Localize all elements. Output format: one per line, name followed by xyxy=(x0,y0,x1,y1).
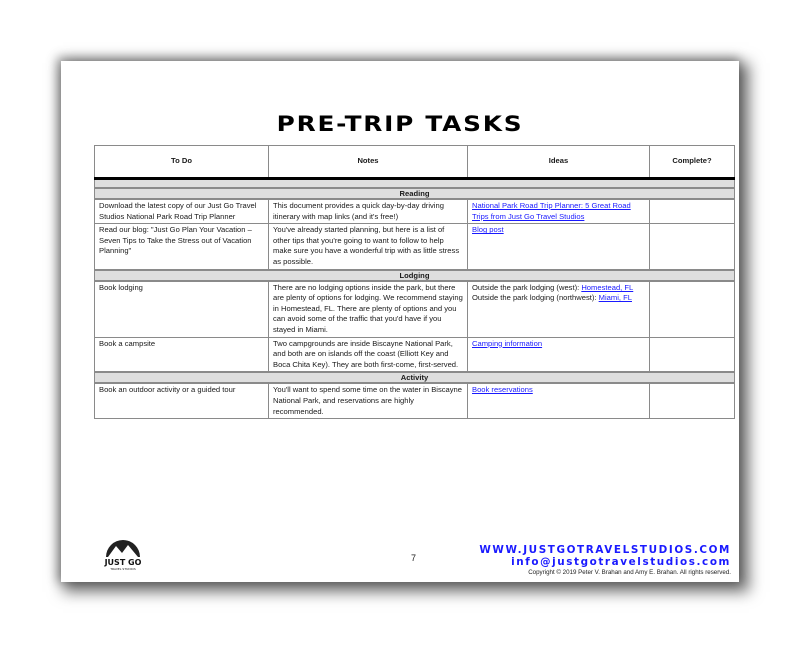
todo-cell: Book an outdoor activity or a guided tour xyxy=(95,383,269,418)
notes-cell: Two campgrounds are inside Biscayne National Park, and both are on islands off the coast (Elliott Key and Boca Chita Key). They are both first-come, first-served. xyxy=(269,337,468,372)
ideas-cell xyxy=(468,337,650,372)
pre-trip-tasks-table xyxy=(94,145,735,419)
table-row xyxy=(95,281,735,337)
blog-post-link[interactable]: Blog post xyxy=(472,225,504,235)
ideas-line xyxy=(472,293,645,304)
footer-contact xyxy=(479,544,731,577)
complete-cell[interactable] xyxy=(650,281,735,337)
header-notes: Notes xyxy=(269,146,468,179)
ideas-line xyxy=(472,283,645,294)
complete-cell[interactable] xyxy=(650,199,735,224)
copyright-text: Copyright © 2019 Peter V. Brahan and Amy E. Brahan. All rights reserved. xyxy=(528,569,731,576)
section-row-lodging xyxy=(95,270,735,281)
document-page xyxy=(61,61,739,582)
book-reservations-link[interactable]: Book reservations xyxy=(472,385,533,395)
notes-cell: You've already started planning, but here is a list of other tips that you're going to want to follow to help make sure you have a wonderful trip with as little stress as possible. xyxy=(269,224,468,270)
miami-link[interactable]: Miami, FL xyxy=(598,293,632,303)
ideas-cell xyxy=(468,224,650,270)
ideas-cell xyxy=(468,199,650,224)
table-row xyxy=(95,199,735,224)
ideas-cell xyxy=(468,281,650,337)
complete-cell[interactable] xyxy=(650,337,735,372)
notes-cell: You'll want to spend some time on the water in Biscayne National Park, and reservations are highly recommended. xyxy=(269,383,468,418)
spacer-row xyxy=(95,179,735,189)
ideas-line-prefix: Outside the park lodging (northwest): xyxy=(472,293,599,303)
website-link[interactable]: WWW.JUSTGOTRAVELSTUDIOS.COM xyxy=(479,544,731,556)
todo-cell: Book a campsite xyxy=(95,337,269,372)
page-title: PRE-TRIP TASKS xyxy=(276,112,524,136)
notes-cell: There are no lodging options inside the park, but there are plenty of options for lodging. We recommend staying in Homestead, FL. There are plenty of options and you can avoid some of the traffic that you'd have if you stayed in Miami. xyxy=(269,281,468,337)
table-row xyxy=(95,337,735,372)
table-row xyxy=(95,383,735,418)
page-number: 7 xyxy=(411,553,417,563)
section-label: Reading xyxy=(95,188,735,199)
just-go-logo xyxy=(98,537,148,571)
section-row-reading xyxy=(95,188,735,199)
notes-cell: This document provides a quick day-by-day driving itinerary with map links (and it's free!) xyxy=(269,199,468,224)
complete-cell[interactable] xyxy=(650,383,735,418)
camping-information-link[interactable]: Camping information xyxy=(472,338,543,348)
logo-subtext: TRAVEL STUDIOS xyxy=(110,567,136,571)
header-to-do: To Do xyxy=(95,146,269,179)
todo-cell: Book lodging xyxy=(95,281,269,337)
todo-cell: Download the latest copy of our Just Go Travel Studios National Park Road Trip Planner xyxy=(95,199,269,224)
ideas-line-prefix: Outside the park lodging (west): xyxy=(472,282,582,292)
email-link[interactable]: info@justgotravelstudios.com xyxy=(511,556,731,568)
table-header-row xyxy=(95,146,735,179)
road-trip-planner-link[interactable]: National Park Road Trip Planner: 5 Great Road Trips from Just Go Travel Studios xyxy=(472,201,631,221)
header-complete: Complete? xyxy=(650,146,735,179)
table-row xyxy=(95,224,735,270)
complete-cell[interactable] xyxy=(650,224,735,270)
header-ideas: Ideas xyxy=(468,146,650,179)
section-label: Activity xyxy=(95,372,735,383)
logo-text: JUST GO xyxy=(104,558,142,567)
section-label: Lodging xyxy=(95,270,735,281)
todo-cell: Read our blog: "Just Go Plan Your Vacation – Seven Tips to Take the Stress out of Vacation Planning" xyxy=(95,224,269,270)
ideas-cell xyxy=(468,383,650,418)
homestead-link[interactable]: Homestead, FL xyxy=(581,282,634,292)
section-row-activity xyxy=(95,372,735,383)
